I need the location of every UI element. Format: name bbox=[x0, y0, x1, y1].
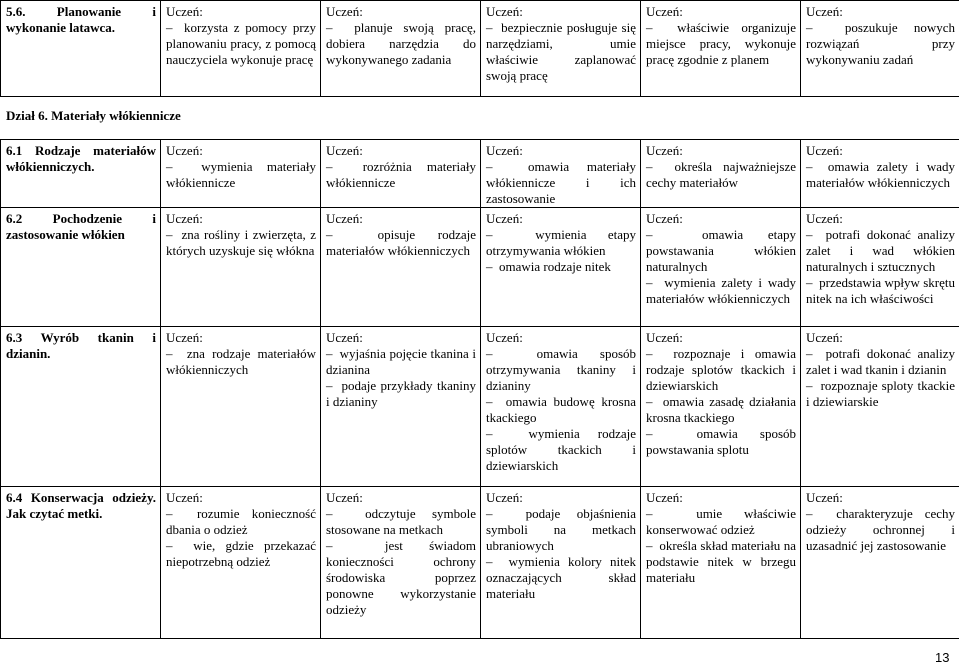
bullet-item: – zna rośliny i zwierzęta, z których uzyskuje się włókna bbox=[166, 227, 316, 259]
bullet-list bbox=[326, 20, 476, 68]
cell-heading: Uczeń: bbox=[326, 143, 363, 158]
criteria-cell bbox=[321, 1, 481, 97]
bullet-list bbox=[646, 227, 796, 307]
table-row bbox=[1, 140, 959, 208]
bullet-list bbox=[806, 506, 955, 554]
bullet-list bbox=[646, 506, 796, 586]
bullet-item: – określa skład materiału na podstawie nitek w brzegu materiału bbox=[646, 538, 796, 586]
criteria-cell bbox=[161, 327, 321, 487]
cell-heading: Uczeń: bbox=[486, 490, 523, 505]
criteria-cell bbox=[641, 140, 801, 208]
criteria-cell bbox=[321, 487, 481, 639]
cell-heading: Uczeń: bbox=[166, 490, 203, 505]
bullet-list bbox=[326, 506, 476, 618]
bullet-list bbox=[486, 346, 636, 474]
table-row bbox=[1, 327, 959, 487]
bullet-item: – omawia etapy powstawania włókien naturalnych bbox=[646, 227, 796, 275]
bullet-item: – omawia sposób powstawania splotu bbox=[646, 426, 796, 458]
bullet-list bbox=[646, 20, 796, 68]
bullet-item: – określa najważniejsze cechy materiałów bbox=[646, 159, 796, 191]
cell-heading: Uczeń: bbox=[326, 490, 363, 505]
criteria-cell bbox=[801, 327, 959, 487]
criteria-cell bbox=[161, 487, 321, 639]
topic-cell: 5.6. Planowanie i wykonanie latawca. bbox=[1, 1, 161, 97]
criteria-cell bbox=[481, 1, 641, 97]
main-table bbox=[0, 139, 959, 639]
main-table-body bbox=[1, 140, 959, 639]
bullet-list bbox=[486, 227, 636, 275]
bullet-item: – omawia sposób otrzymywania tkaniny i dzianiny bbox=[486, 346, 636, 394]
cell-heading: Uczeń: bbox=[806, 4, 843, 19]
cell-heading: Uczeń: bbox=[166, 330, 203, 345]
criteria-cell bbox=[641, 487, 801, 639]
bullet-item: – wymienia rodzaje splotów tkackich i dziewiarskich bbox=[486, 426, 636, 474]
criteria-cell bbox=[481, 208, 641, 327]
table-row bbox=[1, 1, 959, 97]
bullet-list bbox=[486, 20, 636, 84]
bullet-item: – charakteryzuje cechy odzieży ochronnej i uzasadnić jej zastosowanie bbox=[806, 506, 955, 554]
bullet-item: – omawia zasadę działania krosna tkackiego bbox=[646, 394, 796, 426]
bullet-list bbox=[806, 20, 955, 68]
cell-heading: Uczeń: bbox=[646, 143, 683, 158]
cell-heading: Uczeń: bbox=[326, 330, 363, 345]
bullet-item: – właściwie organizuje miejsce pracy, wykonuje pracę zgodnie z planem bbox=[646, 20, 796, 68]
bullet-item: – omawia zalety i wady materiałów włókienniczych bbox=[806, 159, 955, 191]
bullet-item: – odczytuje symbole stosowane na metkach bbox=[326, 506, 476, 538]
bullet-list bbox=[646, 159, 796, 191]
criteria-cell bbox=[161, 208, 321, 327]
bullet-list bbox=[806, 346, 955, 410]
cell-heading: Uczeń: bbox=[486, 4, 523, 19]
criteria-cell bbox=[801, 487, 959, 639]
bullet-item: – opisuje rodzaje materiałów włókienniczych bbox=[326, 227, 476, 259]
cell-heading: Uczeń: bbox=[646, 211, 683, 226]
criteria-cell bbox=[801, 208, 959, 327]
cell-heading: Uczeń: bbox=[646, 4, 683, 19]
bullet-item: – podaje przykłady tkaniny i dzianiny bbox=[326, 378, 476, 410]
bullet-item: – wymienia materiały włókiennicze bbox=[166, 159, 316, 191]
bullet-item: – omawia rodzaje nitek bbox=[486, 259, 636, 275]
bullet-item: – podaje objaśnienia symboli na metkach ubraniowych bbox=[486, 506, 636, 554]
criteria-cell bbox=[481, 487, 641, 639]
cell-heading: Uczeń: bbox=[326, 4, 363, 19]
criteria-cell bbox=[641, 1, 801, 97]
bullet-item: – wymienia kolory nitek oznaczających skład materiału bbox=[486, 554, 636, 602]
criteria-cell bbox=[801, 140, 959, 208]
bullet-item: – poszukuje nowych rozwiązań przy wykonywaniu zadań bbox=[806, 20, 955, 68]
bullet-item: – potrafi dokonać analizy zalet i wad włókien naturalnych i sztucznych bbox=[806, 227, 955, 275]
bullet-item: – planuje swoją pracę, dobiera narzędzia do wykonywanego zadania bbox=[326, 20, 476, 68]
criteria-cell bbox=[641, 327, 801, 487]
criteria-cell bbox=[161, 140, 321, 208]
bullet-item: – wymienia etapy otrzymywania włókien bbox=[486, 227, 636, 259]
topic-cell: 6.2 Pochodzenie i zastosowanie włókien bbox=[1, 208, 161, 327]
bullet-list bbox=[326, 159, 476, 191]
table-row bbox=[1, 487, 959, 639]
bullet-list bbox=[166, 506, 316, 570]
cell-heading: Uczeń: bbox=[646, 330, 683, 345]
cell-heading: Uczeń: bbox=[806, 143, 843, 158]
table-row bbox=[1, 208, 959, 327]
bullet-item: – rozróżnia materiały włókiennicze bbox=[326, 159, 476, 191]
bullet-item: – omawia materiały włókiennicze i ich zastosowanie bbox=[486, 159, 636, 207]
bullet-item: – rozumie konieczność dbania o odzież bbox=[166, 506, 316, 538]
criteria-cell bbox=[321, 140, 481, 208]
criteria-cell bbox=[641, 208, 801, 327]
cell-heading: Uczeń: bbox=[486, 211, 523, 226]
criteria-cell bbox=[321, 327, 481, 487]
topic-cell: 6.4 Konserwacja odzieży. Jak czytać metki. bbox=[1, 487, 161, 639]
cell-heading: Uczeń: bbox=[806, 490, 843, 505]
bullet-item: – korzysta z pomocy przy planowaniu pracy, z pomocą nauczyciela wykonuje pracę bbox=[166, 20, 316, 68]
bullet-item: – zna rodzaje materiałów włókienniczych bbox=[166, 346, 316, 378]
page-number: 13 bbox=[935, 650, 950, 665]
cell-heading: Uczeń: bbox=[326, 211, 363, 226]
bullet-item: – jest świadom konieczności ochrony środowiska poprzez ponowne wykorzystanie odzieży bbox=[326, 538, 476, 618]
bullet-item: – umie właściwie konserwować odzież bbox=[646, 506, 796, 538]
criteria-cell bbox=[481, 140, 641, 208]
cell-heading: Uczeń: bbox=[166, 4, 203, 19]
cell-heading: Uczeń: bbox=[166, 211, 203, 226]
cell-heading: Uczeń: bbox=[166, 143, 203, 158]
bullet-list bbox=[806, 159, 955, 191]
top-table bbox=[0, 0, 959, 97]
bullet-item: – rozpoznaje sploty tkackie i dziewiarskie bbox=[806, 378, 955, 410]
bullet-item: – bezpiecznie posługuje się narzędziami, umie właściwie zaplanować swoją pracę bbox=[486, 20, 636, 84]
bullet-list bbox=[326, 227, 476, 259]
criteria-cell bbox=[801, 1, 959, 97]
bullet-item: – wie, gdzie przekazać niepotrzebną odzież bbox=[166, 538, 316, 570]
bullet-item: – przedstawia wpływ skrętu nitek na ich właściwości bbox=[806, 275, 955, 307]
bullet-list bbox=[326, 346, 476, 410]
cell-heading: Uczeń: bbox=[486, 143, 523, 158]
criteria-cell bbox=[321, 208, 481, 327]
criteria-cell bbox=[481, 327, 641, 487]
bullet-item: – wyjaśnia pojęcie tkanina i dzianina bbox=[326, 346, 476, 378]
bullet-list bbox=[646, 346, 796, 458]
bullet-list bbox=[486, 159, 636, 207]
bullet-item: – wymienia zalety i wady materiałów włókienniczych bbox=[646, 275, 796, 307]
cell-heading: Uczeń: bbox=[806, 330, 843, 345]
cell-heading: Uczeń: bbox=[806, 211, 843, 226]
topic-cell: 6.3 Wyrób tkanin i dzianin. bbox=[1, 327, 161, 487]
topic-cell: 6.1 Rodzaje materiałów włókienniczych. bbox=[1, 140, 161, 208]
bullet-list bbox=[486, 506, 636, 602]
bullet-item: – potrafi dokonać analizy zalet i wad tkanin i dzianin bbox=[806, 346, 955, 378]
bullet-item: – omawia budowę krosna tkackiego bbox=[486, 394, 636, 426]
bullet-item: – rozpoznaje i omawia rodzaje splotów tkackich i dziewiarskich bbox=[646, 346, 796, 394]
cell-heading: Uczeń: bbox=[486, 330, 523, 345]
bullet-list bbox=[806, 227, 955, 307]
bullet-list bbox=[166, 346, 316, 378]
bullet-list bbox=[166, 159, 316, 191]
bullet-list bbox=[166, 20, 316, 68]
bullet-list bbox=[166, 227, 316, 259]
cell-heading: Uczeń: bbox=[646, 490, 683, 505]
section-title: Dział 6. Materiały włókiennicze bbox=[6, 108, 181, 123]
criteria-cell bbox=[161, 1, 321, 97]
